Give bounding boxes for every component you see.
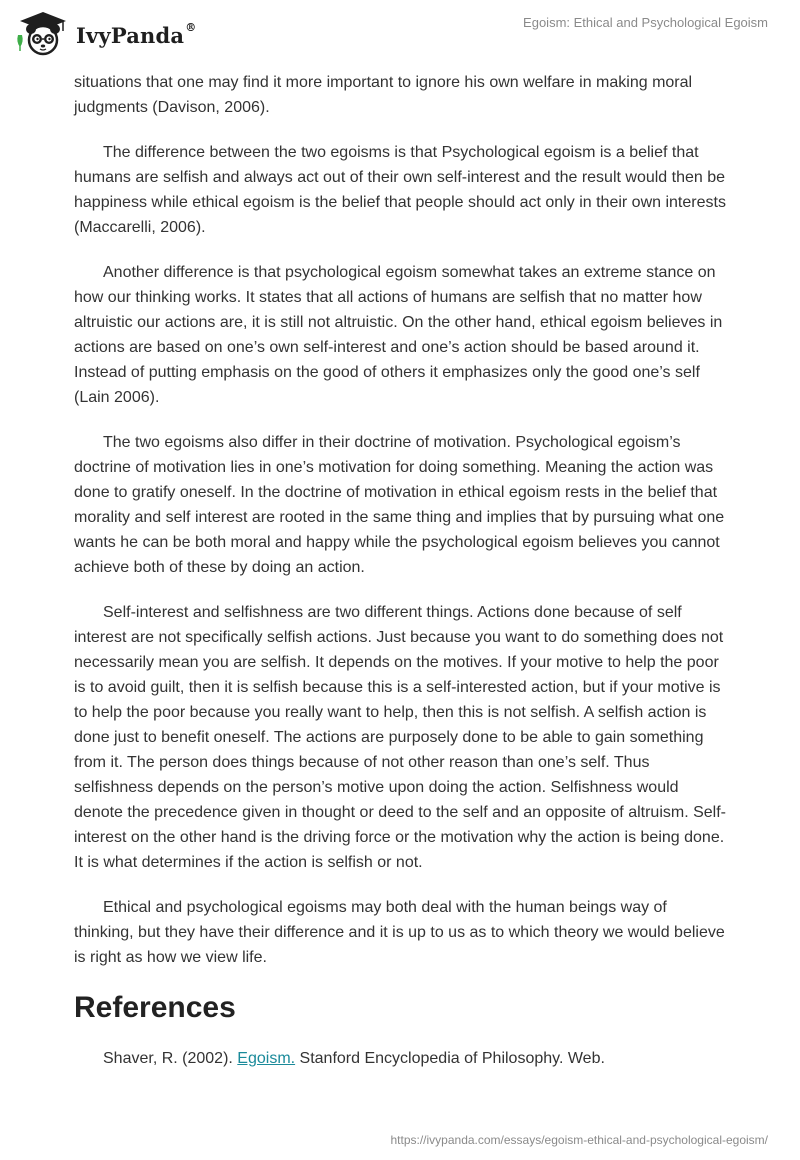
reference-source: Stanford Encyclopedia of Philosophy. Web. — [295, 1050, 605, 1067]
references-heading: References — [74, 991, 236, 1024]
reference-link[interactable]: Egoism. — [237, 1050, 296, 1067]
paragraph: Self-interest and selfishness are two different things. Actions done because of self interest are not specifically selfish actions. Just because you want to do something does not necessarily mean you are selfish. It depends on the motives. If your motive to help the poor is to avoid guilt, then it is selfish because this is a self-interested action, but if your motive is to help the poor because you really want to help, then this is not selfish. A selfish action is done just to benefit oneself. The actions are purposely done to be able to gain something from it. The person does things because of not other reason than one’s self. Thus selfishness depends on the person’s motive upon doing the action. Selfishness would denote the precedence given in thought or deed to the self and an opposite of altruism. Self-interest on the other hand is the driving force or the motivation why the action is being done. It is what determines if the action is selfish or not. — [74, 604, 726, 871]
paragraph: The difference between the two egoisms is that Psychological egoism is a belief that humans are selfish and always act out of their own self-interest and the result would then be happiness while ethical egoism is the belief that people should act only in their own interests (Maccarelli, 2006). — [74, 144, 726, 236]
essay-content — [74, 70, 729, 1071]
page-header — [0, 0, 800, 70]
panda-graduate-icon — [14, 9, 72, 57]
paragraph: Ethical and psychological egoisms may both deal with the human beings way of thinking, but they have their difference and it is up to us as to which theory we would believe is right as how we view life. — [74, 899, 725, 966]
reference-author-year: Shaver, R. (2002). — [103, 1050, 238, 1067]
page-url: https://ivypanda.com/essays/egoism-ethical-and-psychological-egoism/ — [390, 1133, 768, 1147]
paragraph: Another difference is that psychological egoism somewhat takes an extreme stance on how our thinking works. It states that all actions of humans are selfish that no matter how altruistic our actions are, it is still not altruistic. On the other hand, ethical egoism believes in actions are based on one’s own self-interest and one’s action should be based around it. Instead of putting emphasis on the good of others it emphasizes only the good one’s self (Lain 2006). — [74, 264, 723, 406]
document-title: Egoism: Ethical and Psychological Egoism — [523, 15, 768, 30]
paragraph: The two egoisms also differ in their doctrine of motivation. Psychological egoism’s doctrine of motivation lies in one’s motivation for doing something. Meaning the action was done to gratify oneself. In the doctrine of motivation in ethical egoism rests in the belief that morality and self interest are rooted in the same thing and implies that by pursuing what one wants he can be both moral and happy while the psychological egoism believes you cannot achieve both of these by doing an action. — [74, 434, 725, 576]
paragraph: situations that one may find it more important to ignore his own welfare in making moral judgments (Davison, 2006). — [74, 74, 693, 116]
brand-logo[interactable] — [14, 9, 196, 57]
reference-item — [74, 1046, 729, 1071]
registered-mark: ® — [185, 20, 197, 34]
brand-name: IvyPanda® — [76, 20, 197, 48]
